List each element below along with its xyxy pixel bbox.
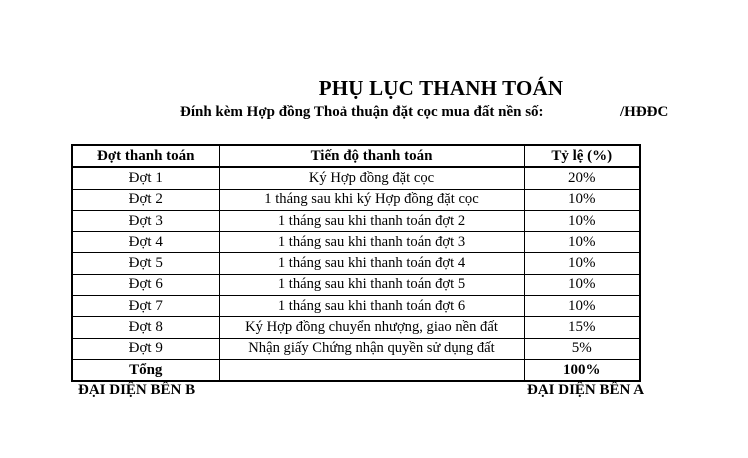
table-row	[72, 210, 640, 231]
rate-cell: 10%	[524, 232, 640, 253]
installment-cell: Đợt 9	[72, 338, 219, 359]
total-row	[72, 359, 640, 381]
rate-cell: 10%	[524, 296, 640, 317]
table-row	[72, 167, 640, 189]
schedule-cell: Ký Hợp đồng chuyển nhượng, giao nền đất	[219, 317, 524, 338]
table-row	[72, 232, 640, 253]
installment-cell: Đợt 3	[72, 210, 219, 231]
rate-cell: 10%	[524, 274, 640, 295]
contract-code: /HĐĐC	[620, 104, 669, 120]
table-row	[72, 317, 640, 338]
signature-party-a: ĐẠI DIỆN BÊN A	[527, 382, 645, 398]
rate-cell: 10%	[524, 189, 640, 210]
table-row	[72, 253, 640, 274]
installment-cell: Đợt 7	[72, 296, 219, 317]
schedule-cell: 1 tháng sau khi thanh toán đợt 6	[219, 296, 524, 317]
table-row	[72, 189, 640, 210]
column-header-rate: Tỷ lệ (%)	[524, 145, 640, 167]
rate-cell: 10%	[524, 210, 640, 231]
rate-cell: 15%	[524, 317, 640, 338]
document-title: PHỤ LỤC THANH TOÁN	[318, 76, 564, 100]
subtitle: Đính kèm Hợp đồng Thoả thuận đặt cọc mua đất nền số:	[180, 104, 544, 120]
table-header-row	[72, 145, 640, 167]
total-rate: 100%	[524, 359, 640, 381]
total-label: Tổng	[72, 359, 219, 381]
installment-cell: Đợt 4	[72, 232, 219, 253]
installment-cell: Đợt 8	[72, 317, 219, 338]
schedule-cell: 1 tháng sau khi thanh toán đợt 3	[219, 232, 524, 253]
signature-party-b: ĐẠI DIỆN BÊN B	[78, 382, 196, 398]
subtitle-line	[0, 104, 748, 128]
column-header-installment: Đợt thanh toán	[72, 145, 219, 167]
installment-cell: Đợt 5	[72, 253, 219, 274]
schedule-cell: 1 tháng sau khi ký Hợp đồng đặt cọc	[219, 189, 524, 210]
installment-cell: Đợt 2	[72, 189, 219, 210]
schedule-cell: 1 tháng sau khi thanh toán đợt 5	[219, 274, 524, 295]
total-schedule-cell	[219, 359, 524, 381]
rate-cell: 5%	[524, 338, 640, 359]
schedule-cell: 1 tháng sau khi thanh toán đợt 2	[219, 210, 524, 231]
rate-cell: 10%	[524, 253, 640, 274]
table-row	[72, 274, 640, 295]
column-header-schedule: Tiến độ thanh toán	[219, 145, 524, 167]
installment-cell: Đợt 6	[72, 274, 219, 295]
schedule-cell: Ký Hợp đồng đặt cọc	[219, 167, 524, 189]
payment-schedule-table	[71, 144, 641, 382]
rate-cell: 20%	[524, 167, 640, 189]
schedule-cell: Nhận giấy Chứng nhận quyền sử dụng đất	[219, 338, 524, 359]
schedule-cell: 1 tháng sau khi thanh toán đợt 4	[219, 253, 524, 274]
installment-cell: Đợt 1	[72, 167, 219, 189]
table-row	[72, 296, 640, 317]
table-row	[72, 338, 640, 359]
